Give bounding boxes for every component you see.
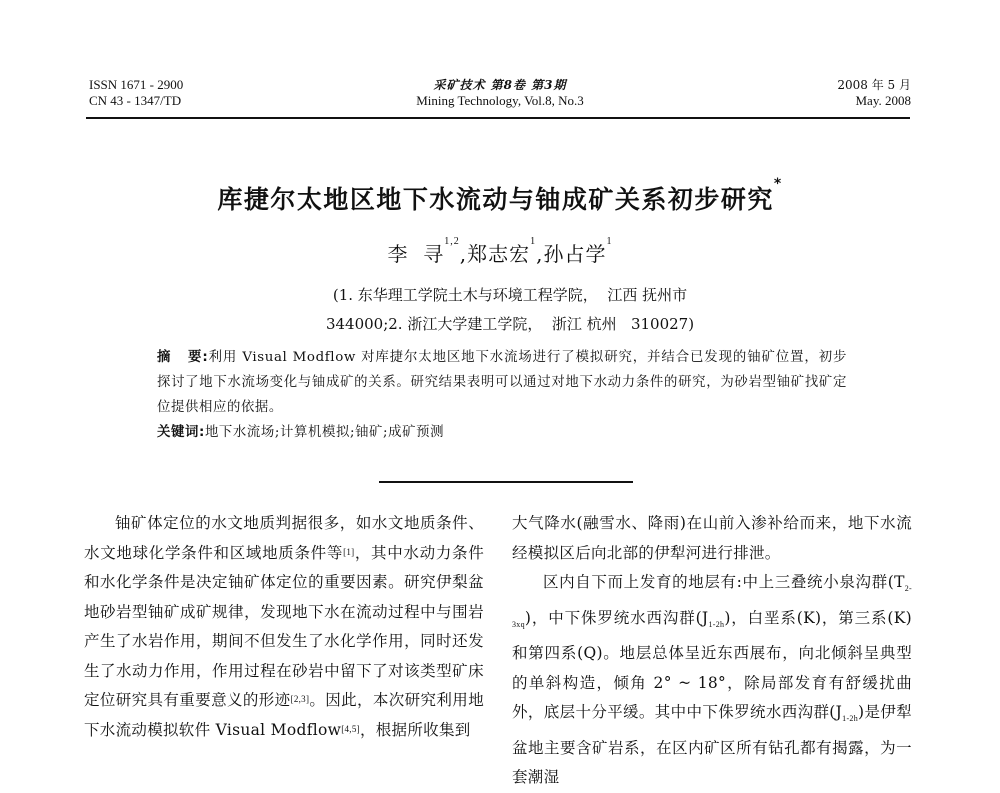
journal-name-en: Mining Technology, Vol.8, No.3 (416, 93, 584, 108)
stratum-subscript: 2-3xq (512, 584, 912, 629)
cn-number: CN 43 - 1347/TD (89, 93, 182, 108)
body-text: 铀矿体定位的水文地质判据很多，如水文地质条件、水文地球化学条件和区域地质条件等 (84, 514, 484, 562)
body-text: )，白垩系(K)，第三系(K)和第四系(Q)。地层总体呈近东西展布，向北倾斜呈典型的单斜构造，倾角 2° ~ 18°，除局部发育有舒缓扰曲外，底层十分平缓。其中中下侏罗统水西沟群(J (512, 608, 912, 722)
body-text: ，其中水动力条件和水化学条件是决定铀矿体定位的重要因素。研究伊梨盆地砂岩型铀矿成矿规律，发现地下水在流动过程中与围岩产生了水岩作用，期间不但发生了水化学作用，同时还发生了水动力作用，作用过程在砂岩中留下了对该类型矿床定位研究具有重要意义的形迹 (84, 543, 484, 709)
title-footnote-mark: * (773, 176, 783, 192)
body-text: 。因此，本次研究利用地下水流动模拟软件 Visual Modflow (84, 691, 484, 739)
author-affil: 1 (606, 236, 613, 247)
body-text: )是伊犁盆地主要含矿岩系，在区内矿区所有钻孔都有揭露，为一套潮湿 (512, 703, 912, 787)
author-name: 李 寻 (387, 242, 445, 266)
date-cn: 2008 年 5 月 (837, 78, 911, 92)
title-text: 库捷尔太地区地下水流动与铀成矿关系初步研究 (217, 185, 774, 214)
author-affil: 1 (530, 236, 537, 247)
keywords-label: 关键词: (157, 425, 205, 440)
author-sep: , (459, 242, 468, 266)
author-name: 孙占学 (543, 242, 607, 266)
body-paragraph (512, 568, 912, 793)
citation-ref[interactable]: [1] (343, 546, 355, 557)
body-text: 区内自下而上发育的地层有:中上三叠统小泉沟群(T (543, 573, 905, 591)
article-title (0, 176, 1000, 216)
journal-date-block (837, 77, 911, 109)
abstract-text: 利用 Visual Modflow 对库捷尔太地区地下水流场进行了模拟研究，并结合已发现的铀矿位置，初步探讨了地下水流场变化与铀成矿的关系。研究结果表明可以通过对地下水动力条件的研究，为砂岩型铀矿找矿定位提供相应的依据。 (157, 350, 847, 415)
author-sep: , (536, 242, 544, 266)
author-list (0, 238, 1000, 267)
stratum-subscript: 1-2h (708, 619, 725, 629)
abstract-block (157, 345, 847, 445)
header-rule (86, 117, 910, 119)
body-text: )，中下侏罗统水西沟群(J (524, 608, 709, 627)
citation-ref[interactable]: [4,5] (341, 723, 360, 734)
section-divider (379, 481, 633, 483)
affiliation-line-1: (1. 东华理工学院土木与环境工程学院， 江西 抚州市 (332, 286, 688, 304)
issn-number: ISSN 1671 - 2900 (89, 77, 184, 92)
body-paragraph (84, 509, 484, 745)
journal-name-cn: 采矿技术 第8卷 第3期 (433, 78, 567, 92)
abstract-paragraph (157, 345, 847, 420)
keywords-paragraph (157, 420, 847, 445)
body-text: ，根据所收集到 (359, 720, 471, 739)
abstract-label: 摘 要: (157, 350, 209, 365)
keywords-text: 地下水流场;计算机模拟;铀矿;成矿预测 (204, 425, 445, 440)
date-en: May. 2008 (855, 93, 911, 108)
affiliation-line-2: 344000;2. 浙江大学建工学院， 浙江 杭州 310027) (325, 315, 695, 333)
body-column-right (512, 509, 912, 793)
author-affil: 1,2 (444, 236, 460, 247)
author-name: 郑志宏 (467, 242, 531, 266)
stratum-subscript: 1-2h (842, 714, 859, 724)
body-column-left (84, 509, 484, 745)
body-paragraph: 大气降水(融雪水、降雨)在山前入渗补给而来，地下水流经模拟区后向北部的伊犁河进行排泄。 (512, 514, 912, 562)
citation-ref[interactable]: [2,3] (290, 694, 310, 704)
